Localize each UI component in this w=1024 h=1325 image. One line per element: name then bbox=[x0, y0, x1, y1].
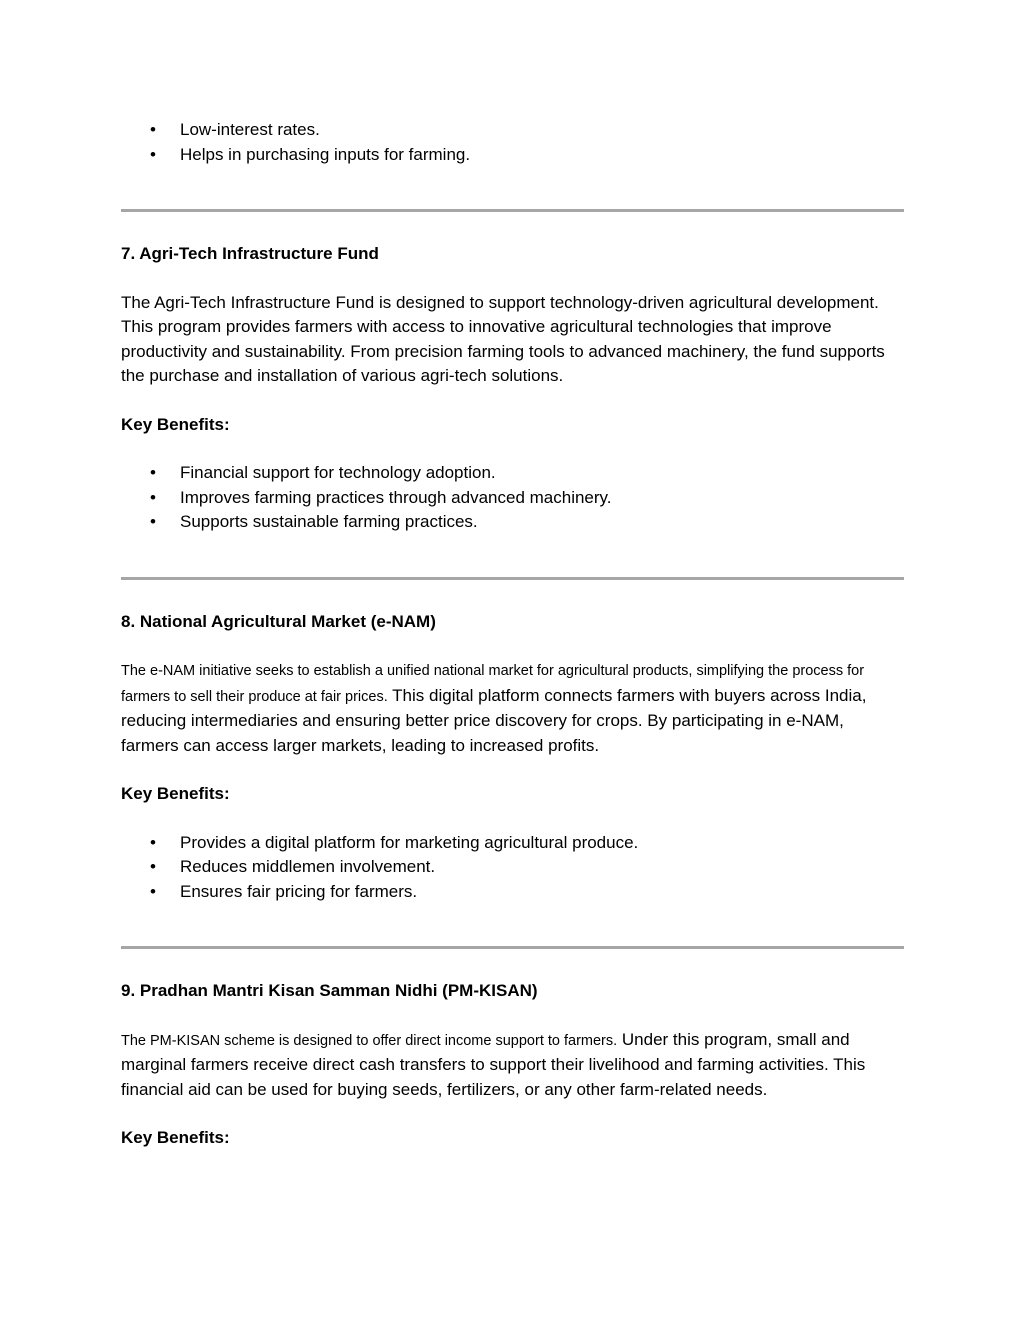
intro-benefits-list bbox=[121, 118, 904, 167]
description-text-small: The e-NAM initiative seeks to establish a unified national market for agricultural products, simplifying the process for farmers to sell their produce at fair prices. bbox=[121, 663, 865, 705]
spacer bbox=[121, 212, 904, 242]
spacer bbox=[121, 634, 904, 658]
section-heading: 8. National Agricultural Market (e-NAM) bbox=[121, 611, 436, 631]
spacer bbox=[121, 535, 904, 577]
section-heading: 7. Agri-Tech Infrastructure Fund bbox=[121, 244, 379, 263]
list-item: • Reduces middlemen involvement. bbox=[121, 855, 904, 880]
key-benefits-label: Key Benefits: bbox=[121, 1128, 230, 1147]
spacer bbox=[121, 389, 904, 413]
section-pm-kisan bbox=[121, 979, 904, 1151]
spacer bbox=[121, 167, 904, 209]
spacer bbox=[121, 580, 904, 610]
section-description bbox=[121, 658, 904, 758]
description-text-small: The PM-KISAN scheme is designed to offer direct income support to farmers. bbox=[121, 1032, 618, 1049]
section-e-nam bbox=[121, 610, 904, 905]
list-item: • Helps in purchasing inputs for farming. bbox=[121, 143, 904, 168]
list-item: • Financial support for technology adoption. bbox=[121, 461, 904, 486]
description-text: Under this program, small and marginal farmers receive direct cash transfers to support their livelihood and farming activities. This financial aid can be used for buying seeds, fertilizers, or any other farm-related needs. bbox=[121, 1029, 866, 1099]
list-item: • Supports sustainable farming practices. bbox=[121, 510, 904, 535]
section-description bbox=[121, 1028, 904, 1103]
key-benefits-label: Key Benefits: bbox=[121, 784, 230, 803]
list-item: • Low-interest rates. bbox=[121, 118, 904, 143]
benefits-list bbox=[121, 831, 904, 905]
document-page bbox=[121, 118, 904, 1151]
key-benefits-label: Key Benefits: bbox=[121, 414, 230, 434]
section-description bbox=[121, 291, 904, 389]
section-heading: 9. Pradhan Mantri Kisan Samman Nidhi (PM-KISAN) bbox=[121, 981, 538, 1000]
spacer bbox=[121, 904, 904, 946]
section-agri-tech-fund bbox=[121, 242, 904, 535]
spacer bbox=[121, 758, 904, 782]
spacer bbox=[121, 1004, 904, 1028]
list-item: • Ensures fair pricing for farmers. bbox=[121, 880, 904, 905]
list-item: • Provides a digital platform for marketing agricultural produce. bbox=[121, 831, 904, 856]
spacer bbox=[121, 267, 904, 291]
spacer bbox=[121, 437, 904, 461]
description-text: The Agri-Tech Infrastructure Fund is designed to support technology-driven agricultural development. This program provides farmers with access to innovative agricultural technologies that improve productivity and sustainability. From precision farming tools to advanced machinery, the fund supports the purchase and installation of various agri-tech solutions. bbox=[121, 292, 885, 385]
spacer bbox=[121, 949, 904, 979]
spacer bbox=[121, 1102, 904, 1126]
list-item: • Improves farming practices through advanced machinery. bbox=[121, 486, 904, 511]
benefits-list bbox=[121, 461, 904, 535]
description-text: This digital platform connects farmers with buyers across India, reducing intermediaries and ensuring better price discovery for crops. By participating in e-NAM, farmers can access larger markets, leading to increased profits. bbox=[121, 685, 867, 755]
spacer bbox=[121, 807, 904, 831]
